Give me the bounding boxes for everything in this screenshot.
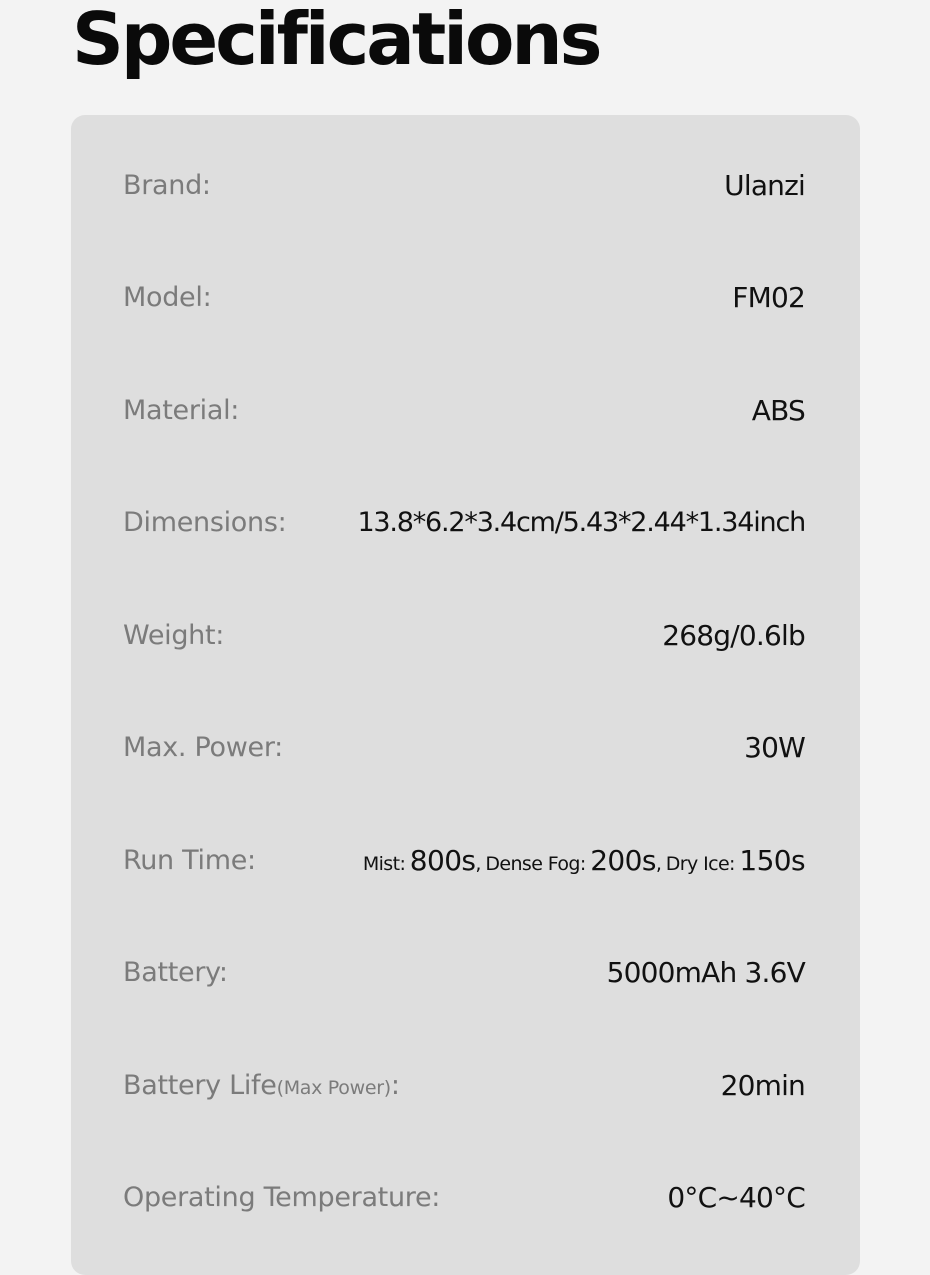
- spec-value-battery: 5000mAh 3.6V: [606, 955, 805, 989]
- spec-label-weight: Weight:: [123, 619, 225, 651]
- spec-row-run-time: [123, 830, 805, 890]
- spec-value-brand: Ulanzi: [724, 168, 805, 202]
- run-time-mist-value: 800s: [409, 843, 476, 877]
- spec-row-battery: [123, 942, 805, 1002]
- spec-label-model: Model:: [123, 281, 212, 313]
- spec-row-dimensions: [123, 492, 805, 552]
- spec-label-max-power: Max. Power:: [123, 731, 283, 763]
- battery-life-label-suffix: :: [390, 1069, 400, 1101]
- spec-value-material: ABS: [751, 393, 805, 427]
- battery-life-label-text: Battery Life: [123, 1069, 277, 1101]
- run-time-dense-fog-value: 200s: [590, 843, 656, 877]
- spec-row-model: [123, 267, 805, 327]
- spec-value-max-power: 30W: [744, 730, 805, 764]
- battery-life-label-note: (Max Power): [276, 1076, 391, 1099]
- run-time-separator: ,: [655, 852, 662, 875]
- spec-row-material: [123, 380, 805, 440]
- specifications-card: [71, 115, 860, 1275]
- spec-label-material: Material:: [123, 394, 240, 426]
- spec-label-dimensions: Dimensions:: [123, 506, 287, 538]
- spec-label-battery: Battery:: [123, 956, 228, 988]
- spec-row-brand: [123, 155, 805, 215]
- spec-label-operating-temperature: Operating Temperature:: [123, 1181, 441, 1213]
- spec-label-brand: Brand:: [123, 169, 211, 201]
- spec-value-battery-life: 20min: [720, 1068, 805, 1102]
- run-time-dense-fog-label: Dense Fog:: [485, 852, 586, 875]
- spec-value-operating-temperature: 0°C~40°C: [667, 1180, 805, 1214]
- spec-value-dimensions: 13.8*6.2*3.4cm/5.43*2.44*1.34inch: [357, 506, 805, 538]
- run-time-dry-ice-label: Dry Ice:: [665, 852, 735, 875]
- spec-value-weight: 268g/0.6lb: [662, 618, 805, 652]
- spec-label-run-time: Run Time:: [123, 844, 256, 876]
- spec-row-battery-life: [123, 1055, 805, 1115]
- spec-row-weight: [123, 605, 805, 665]
- page-title: Specifications: [72, 0, 600, 81]
- spec-row-operating-temperature: [123, 1167, 805, 1227]
- run-time-mist-label: Mist:: [362, 852, 406, 875]
- spec-row-max-power: [123, 717, 805, 777]
- run-time-dry-ice-value: 150s: [739, 843, 805, 877]
- spec-value-model: FM02: [732, 280, 805, 314]
- run-time-separator: ,: [475, 852, 481, 875]
- spec-label-battery-life: [123, 1070, 400, 1101]
- spec-value-run-time: [363, 844, 805, 877]
